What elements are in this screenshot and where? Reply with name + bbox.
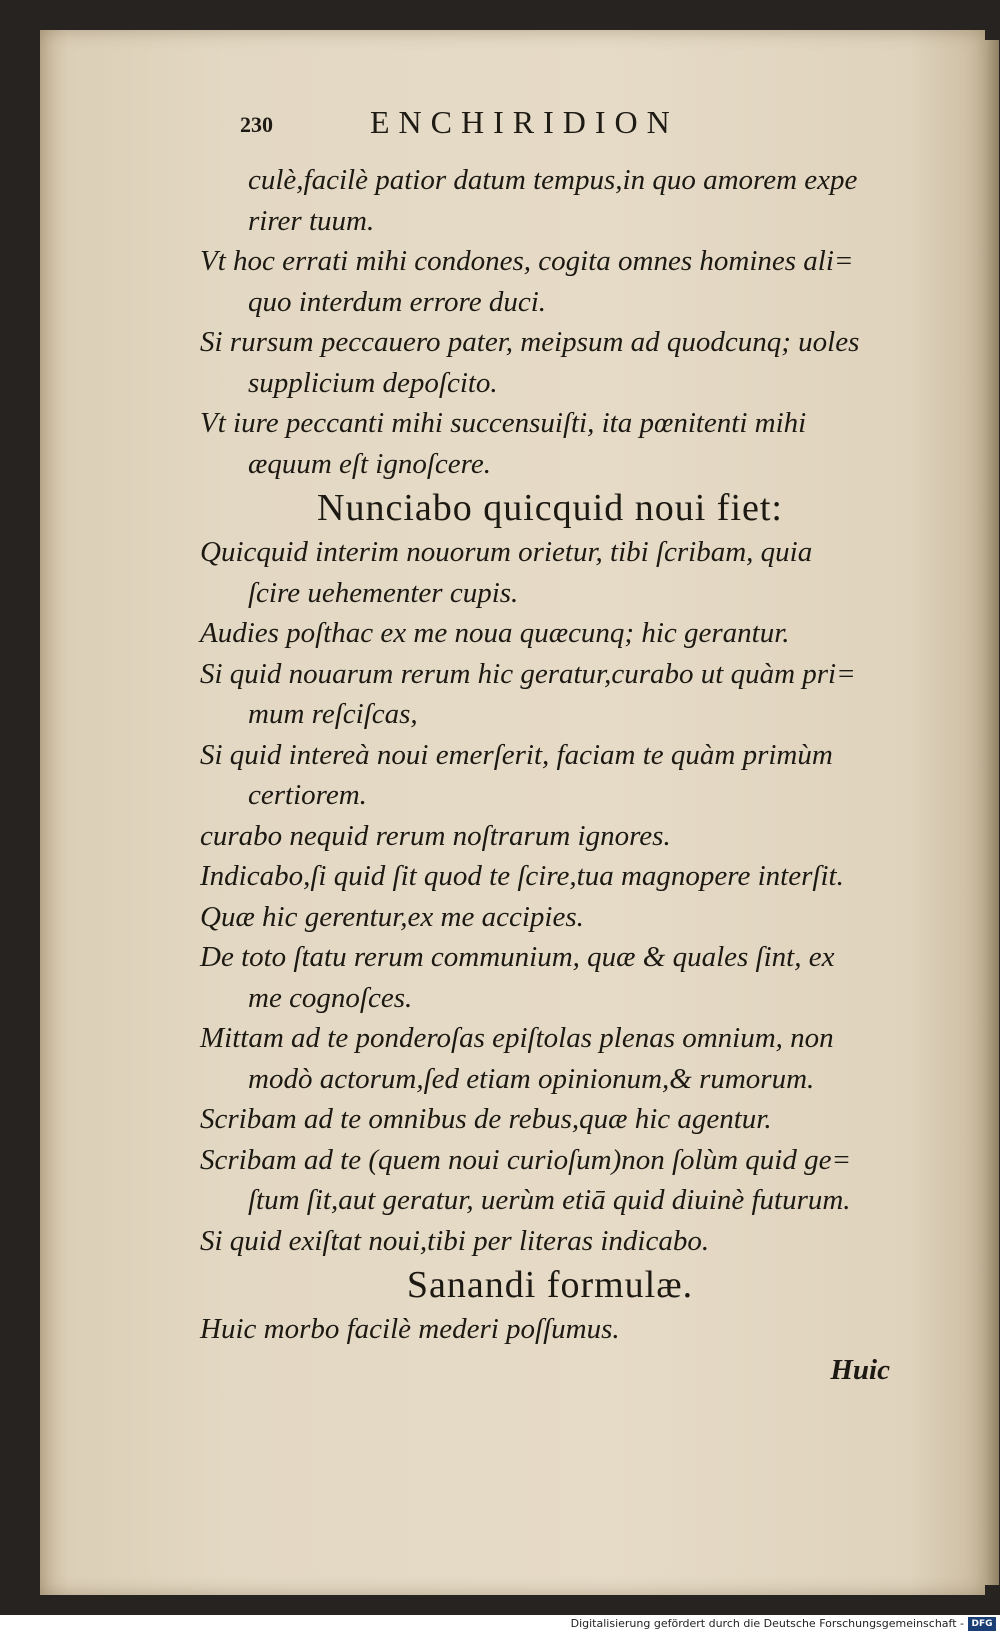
text-line: Vt iure peccanti mihi succensuiſti, ita pœnitenti mihi bbox=[200, 407, 807, 439]
section-heading: Nunciabo quicquid noui fiet: bbox=[317, 487, 783, 529]
text-line: curabo nequid rerum noſtrarum ignores. bbox=[200, 819, 671, 852]
page-number: 230 bbox=[240, 112, 273, 137]
text-line: Si quid intereà noui emerſerit, faciam te quàm primùm bbox=[200, 738, 833, 771]
text-line: Si quid exiſtat noui,tibi per literas indicabo. bbox=[200, 1224, 710, 1257]
running-title: ENCHIRIDION bbox=[370, 104, 679, 140]
text-line: mum reſciſcas, bbox=[248, 698, 418, 730]
text-line: Quicquid interim nouorum orietur, tibi ſcribam, quia bbox=[200, 536, 813, 568]
text-line: supplicium depoſcito. bbox=[248, 366, 498, 399]
text-line: Scribam ad te (quem noui curioſum)non ſolùm quid ge= bbox=[200, 1143, 852, 1176]
text-line: ſcire uehementer cupis. bbox=[248, 576, 519, 609]
text-line: culè,facilè patior datum tempus,in quo amorem expe bbox=[248, 164, 858, 196]
page-text bbox=[200, 160, 900, 1390]
text-line: Huic morbo facilè mederi poſſumus. bbox=[200, 1313, 620, 1345]
text-line: æquum eſt ignoſcere. bbox=[248, 447, 491, 480]
text-line: Quæ hic gerentur,ex me accipies. bbox=[200, 900, 584, 933]
footer-bar bbox=[0, 1615, 1000, 1634]
text-line: Audies poſthac ex me noua quæcunq; hic gerantur. bbox=[200, 617, 790, 649]
text-line: rirer tuum. bbox=[248, 204, 375, 237]
page-edge bbox=[985, 40, 999, 1585]
text-line: Scribam ad te omnibus de rebus,quæ hic agentur. bbox=[200, 1103, 772, 1135]
text-line: ſtum ſit,aut geratur, uerùm etiā quid diuinè futurum. bbox=[248, 1184, 851, 1216]
text-line: me cognoſces. bbox=[248, 981, 413, 1014]
section-heading: Sanandi formulæ. bbox=[406, 1264, 694, 1306]
text-line: modò actorum,ſed etiam opinionum,& rumorum. bbox=[248, 1062, 815, 1095]
text-line: Vt hoc errati mihi condones, cogita omnes homines ali= bbox=[200, 245, 854, 277]
dfg-logo: DFG bbox=[968, 1617, 996, 1631]
catchword: Huic bbox=[830, 1353, 890, 1386]
funding-credit: Digitalisierung gefördert durch die Deutsche Forschungsgemeinschaft - bbox=[570, 1617, 964, 1630]
text-line: certiorem. bbox=[248, 779, 367, 811]
running-head bbox=[240, 104, 940, 144]
text-line: Si rursum peccauero pater, meipsum ad quodcunq; uoles bbox=[200, 326, 860, 358]
text-line: quo interdum errore duci. bbox=[248, 285, 547, 318]
text-line: Indicabo,ſi quid ſit quod te ſcire,tua magnopere interſit. bbox=[200, 860, 844, 892]
text-line: Mittam ad te ponderoſas epiſtolas plenas omnium, non bbox=[200, 1022, 834, 1054]
text-line: De toto ſtatu rerum communium, quæ & quales ſint, ex bbox=[200, 941, 835, 973]
text-line: Si quid nouarum rerum hic geratur,curabo ut quàm pri= bbox=[200, 657, 856, 690]
